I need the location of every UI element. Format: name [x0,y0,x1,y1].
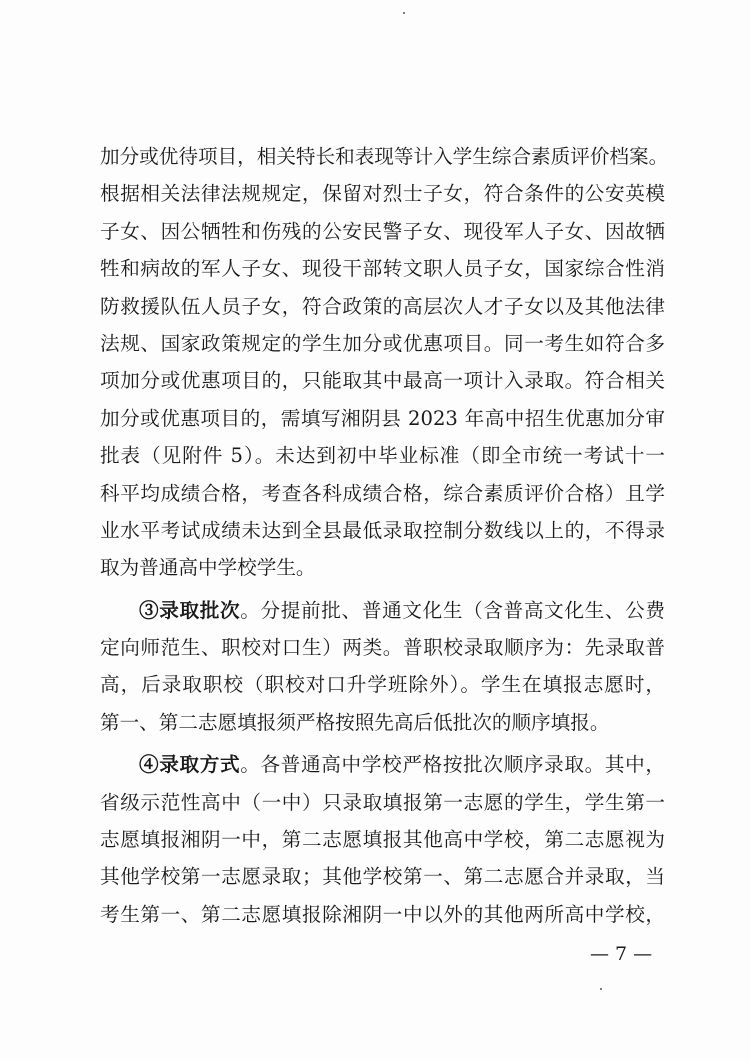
text-line: 省级示范性高中（一中）只录取填报第一志愿的学生，学生第一 [100,790,665,814]
section-heading-admission-method: ④录取方式 [139,753,241,777]
paragraph-bonus-points [100,138,669,587]
page-number: — 7 — [590,943,653,965]
text-line: 第一、第二志愿填报须严格按照先高后低批次的顺序填报。 [100,710,610,734]
text-line: 批表（见附件 5）。未达到初中毕业标准（即全市统一考试十一 [100,444,665,468]
text-line: 法规、国家政策规定的学生加分或优惠项目。同一考生如符合多 [100,331,665,355]
text-line: 科平均成绩合格，考查各科成绩合格，综合素质评价合格）且学 [100,481,665,505]
paragraph-admission-method [100,746,665,933]
text-line: 考生第一、第二志愿填报除湘阴一中以外的其他两所高中学校， [100,902,665,926]
text-line: 牲和病故的军人子女、现役干部转文职人员子女，国家综合性消 [100,257,665,281]
document-body [100,138,669,933]
text-line: 加分或优惠项目的，需填写湘阴县 2023 年高中招生优惠加分审 [100,406,665,430]
paragraph-admission-batches [100,592,665,742]
text-line: 定向师范生、职校对口生）两类。普职校录取顺序为：先录取普 [100,636,665,660]
scan-speck [600,988,602,990]
text-fragment: 。分提前批、普通文化生（含普高文化生、公费 [240,598,665,622]
section-heading-admission-batches: ③录取批次 [139,598,241,622]
scan-speck [403,12,405,14]
text-line [100,592,665,629]
text-line: 防救援队伍人员子女，符合政策的高层次人才子女以及其他法律 [100,294,665,318]
text-line: 根据相关法律法规规定，保留对烈士子女，符合条件的公安英模 [100,182,665,206]
text-line: 志愿填报湘阴一中，第二志愿填报其他高中学校，第二志愿视为 [100,828,665,852]
text-line: 取为普通高中学校学生。 [100,556,316,580]
text-fragment: 。各普通高中学校严格按批次顺序录取。其中， [240,753,665,777]
text-line: 子女、因公牺牲和伤残的公安民警子女、现役军人子女、因故牺 [100,219,665,243]
text-line: 其他学校第一志愿录取；其他学校第一、第二志愿合并录取，当 [100,865,665,889]
text-line [100,746,665,783]
text-line: 高，后录取职校（职校对口升学班除外）。学生在填报志愿时， [100,673,665,697]
text-line: 项加分或优惠项目的，只能取其中最高一项计入录取。符合相关 [100,369,665,393]
text-line: 业水平考试成绩未达到全县最低录取控制分数线以上的，不得录 [100,518,665,542]
text-line: 加分或优待项目，相关特长和表现等计入学生综合素质评价档案。 [100,145,669,168]
